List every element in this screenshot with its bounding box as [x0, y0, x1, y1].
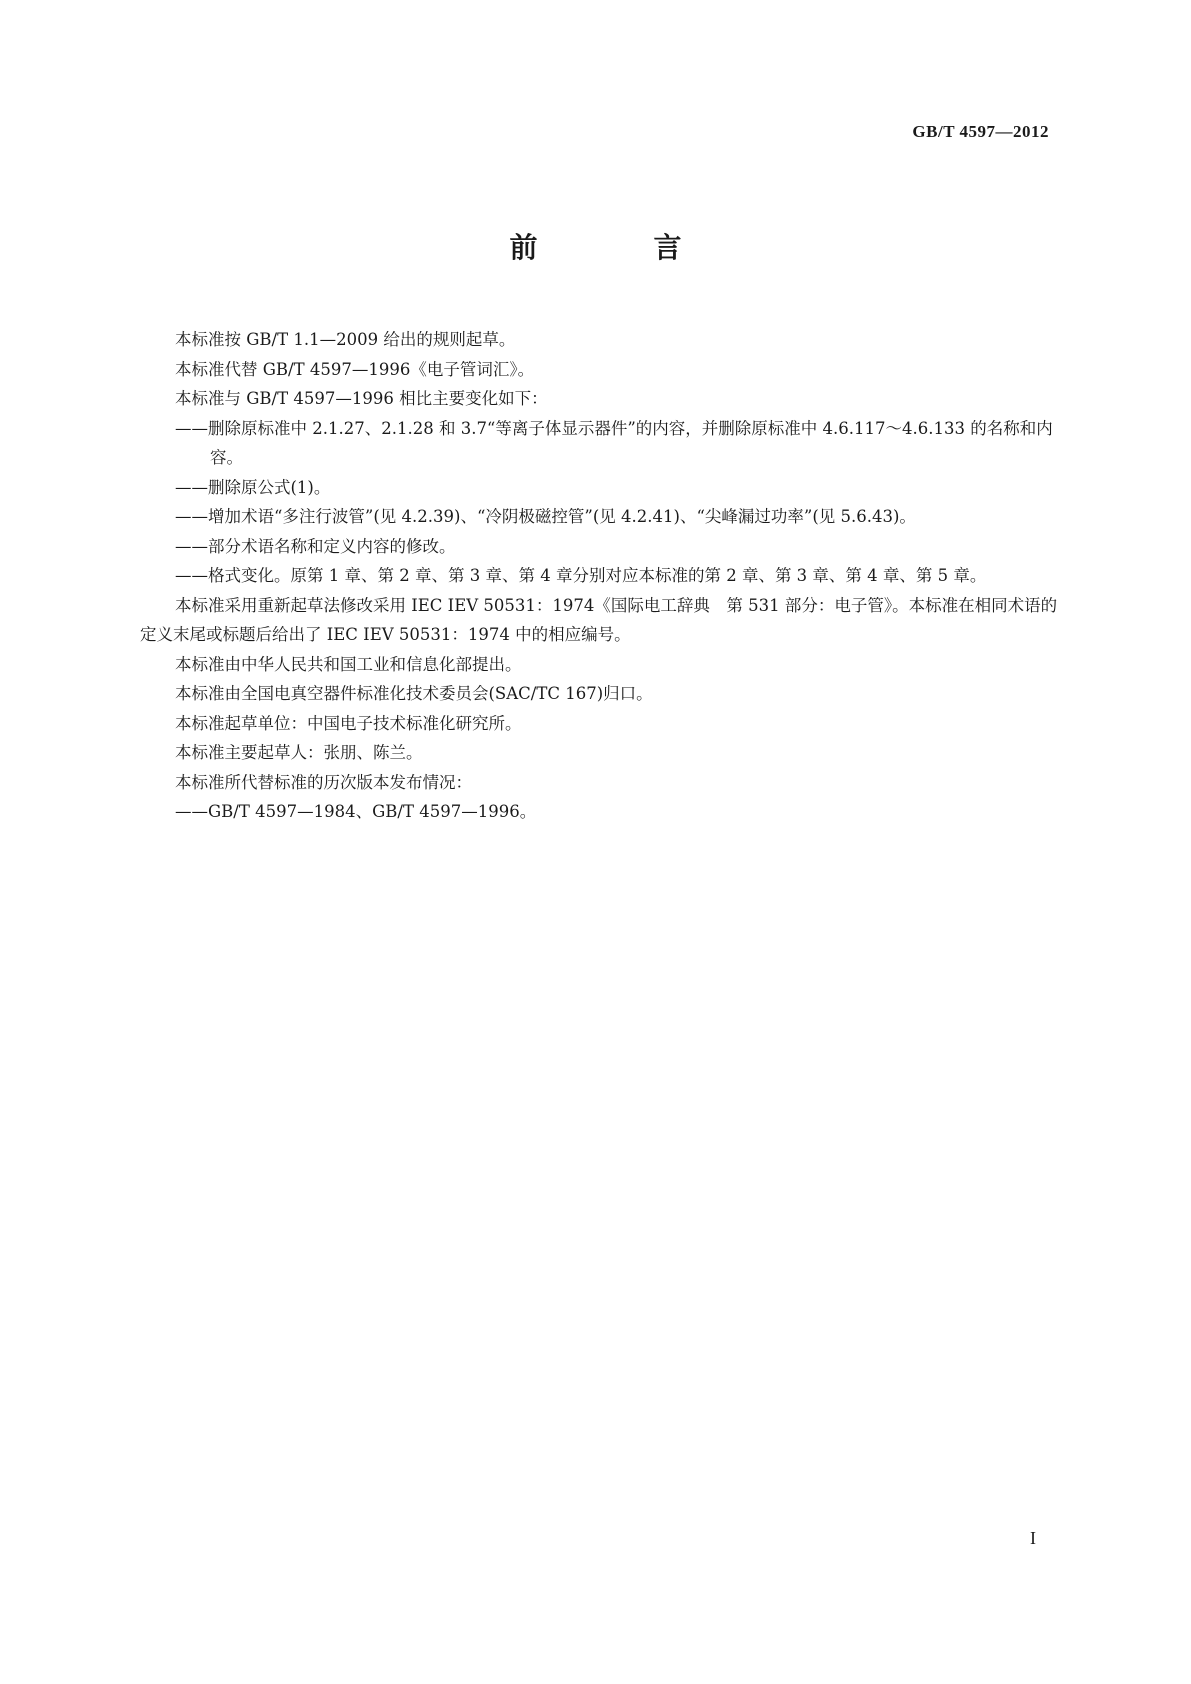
paragraph-drafters: 本标准主要起草人：张朋、陈兰。 [175, 743, 423, 762]
paragraph-centralized-by: 本标准由全国电真空器件标准化技术委员会(SAC/TC 167)归口。 [175, 684, 653, 703]
standard-number: GB/T 4597—2012 [912, 122, 1049, 141]
paragraph-drafting-rules: 本标准按 GB/T 1.1—2009 给出的规则起草。 [175, 330, 516, 349]
page-number: I [1030, 1528, 1036, 1548]
paragraph-drafting-unit: 本标准起草单位：中国电子技术标准化研究所。 [175, 713, 522, 733]
foreword-body [140, 325, 1065, 827]
list-item-modified-terms: ——部分术语名称和定义内容的修改。 [175, 536, 456, 556]
paragraph-iec-adoption: 本标准采用重新起草法修改采用 IEC IEV 50531：1974《国际电工辞典 第 531 部分：电子管》。本标准在相同术语的定义末尾或标题后给出了 IEC IEV 50531：1974 中的相应编号。 [140, 595, 1058, 644]
paragraph-proposed-by: 本标准由中华人民共和国工业和信息化部提出。 [175, 654, 522, 674]
list-item-format-change: ——格式变化。原第 1 章、第 2 章、第 3 章、第 4 章分别对应本标准的第 2 章、第 3 章、第 4 章、第 5 章。 [175, 566, 987, 585]
paragraph-previous-editions-intro: 本标准所代替标准的历次版本发布情况： [175, 772, 472, 792]
list-item-previous-editions: ——GB/T 4597—1984、GB/T 4597—1996。 [175, 802, 537, 821]
page-title: 前 言 [509, 231, 726, 264]
list-item-deleted-content: ——删除原标准中 2.1.27、2.1.28 和 3.7“等离子体显示器件”的内容，并删除原标准中 4.6.117～4.6.133 的名称和内容。 [175, 418, 1053, 467]
list-item-deleted-formula: ——删除原公式(1)。 [175, 477, 331, 497]
list-item-added-terms: ——增加术语“多注行波管”(见 4.2.39)、“冷阴极磁控管”(见 4.2.41)、“尖峰漏过功率”(见 5.6.43)。 [175, 507, 916, 526]
paragraph-changes-intro: 本标准与 GB/T 4597—1996 相比主要变化如下： [175, 389, 548, 408]
paragraph-replaces: 本标准代替 GB/T 4597—1996《电子管词汇》。 [175, 359, 535, 379]
